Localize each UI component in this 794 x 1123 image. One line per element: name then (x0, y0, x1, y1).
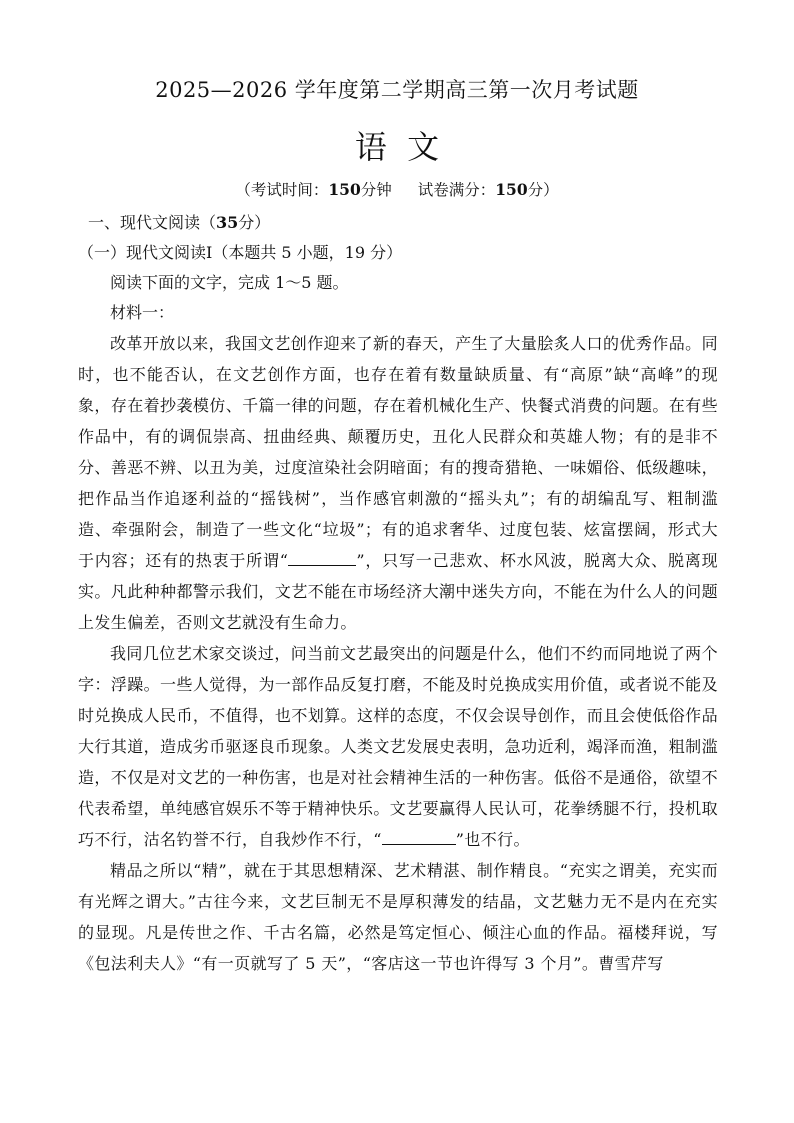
material-label: 材料一： (110, 303, 175, 322)
paragraph-2 (78, 638, 718, 855)
exam-score-label: 试卷满分： (417, 181, 496, 199)
exam-score-unit: 分） (527, 181, 559, 199)
paragraph-1 (78, 328, 718, 638)
paragraph-1-text-b: ”，只写一己悲欢、杯水风波，脱离大众、脱离现实。凡此种种都警示我们，文艺不能在市场经济大潮中迷失方向，不能在为什么人的问题上发生偏差，否则文艺就没有生命力。 (78, 551, 718, 632)
section-heading-score: 35 (216, 213, 239, 232)
fill-blank-1 (288, 551, 356, 566)
section-heading-prefix: 一、现代文阅读（ (88, 213, 217, 232)
exam-content (78, 208, 718, 979)
exam-time-unit: 分钟 (360, 181, 392, 199)
paragraph-2-text-a: 我同几位艺术家交谈过，问当前文艺最突出的问题是什么，他们不约而同地说了两个字：浮躁。一些人觉得，为一部作品反复打磨，不能及时兑换成实用价值，或者说不能及时兑换成人民币，不值得，也不划算。这样的态度，不仅会误导创作，而且会使低俗作品大行其道，造成劣币驱逐良币现象。人类文艺发展史表明，急功近利，竭泽而渔，粗制滥造，不仅是对文艺的一种伤害，也是对社会精神生活的一种伤害。低俗不是通俗，欲望不代表希望，单纯感官娱乐不等于精神快乐。文艺要赢得人民认可，花拳绣腿不行，投机取巧不行，沽名钓誉不行，自我炒作不行，“ (78, 644, 718, 849)
paragraph-1-text-a: 改革开放以来，我国文艺创作迎来了新的春天，产生了大量脍炙人口的优秀作品。同时，也不能否认，在文艺创作方面，也存在着有数量缺质量、有“高原”缺“高峰”的现象，存在着抄袭模仿、千篇一律的问题，存在着机械化生产、快餐式消费的问题。在有些作品中，有的调侃崇高、扭曲经典、颠覆历史，丑化人民群众和英雄人物；有的是非不分、善恶不辨、以丑为美，过度渲染社会阴暗面；有的搜奇猎艳、一味媚俗、低级趣味，把作品当作追逐利益的“摇钱树”，当作感官刺激的“摇头丸”；有的胡编乱写、粗制滥造、牵强附会，制造了一些文化“垃圾”；有的追求奢华、过度包装、炫富摆阔，形式大于内容；还有的热衷于所谓“ (78, 334, 718, 570)
exam-score-value: 150 (495, 180, 528, 199)
exam-info (0, 178, 794, 200)
paragraph-3: 精品之所以“精”，就在于其思想精深、艺术精湛、制作精良。“充实之谓美，充实而有光辉之谓大。”古往今来，文艺巨制无不是厚积薄发的结晶，文艺魅力无不是内在充实的显现。凡是传世之作、千古名篇，必然是笃定恒心、倾注心血的作品。福楼拜说，写《包法利夫人》“有一页就写了 5 天”，“客店这一节也许得写 3 个月”。曹雪芹写 (78, 861, 718, 973)
sub-heading: （一）现代文阅读Ⅰ（本题共 5 小题，19 分） (78, 243, 403, 262)
section-heading-suffix: 分） (238, 213, 271, 232)
section-heading (78, 208, 718, 238)
fill-blank-2 (382, 830, 456, 845)
exam-time-label: （考试时间： (235, 181, 329, 199)
paragraph-2-text-b: ”也不行。 (455, 830, 530, 849)
reading-instruction: 阅读下面的文字，完成 1～5 题。 (110, 273, 349, 292)
subject-title: 语 文 (354, 128, 440, 166)
exam-time-value: 150 (328, 180, 361, 199)
exam-title: 2025—2026 学年度第二学期高三第一次月考试题 (155, 78, 639, 102)
